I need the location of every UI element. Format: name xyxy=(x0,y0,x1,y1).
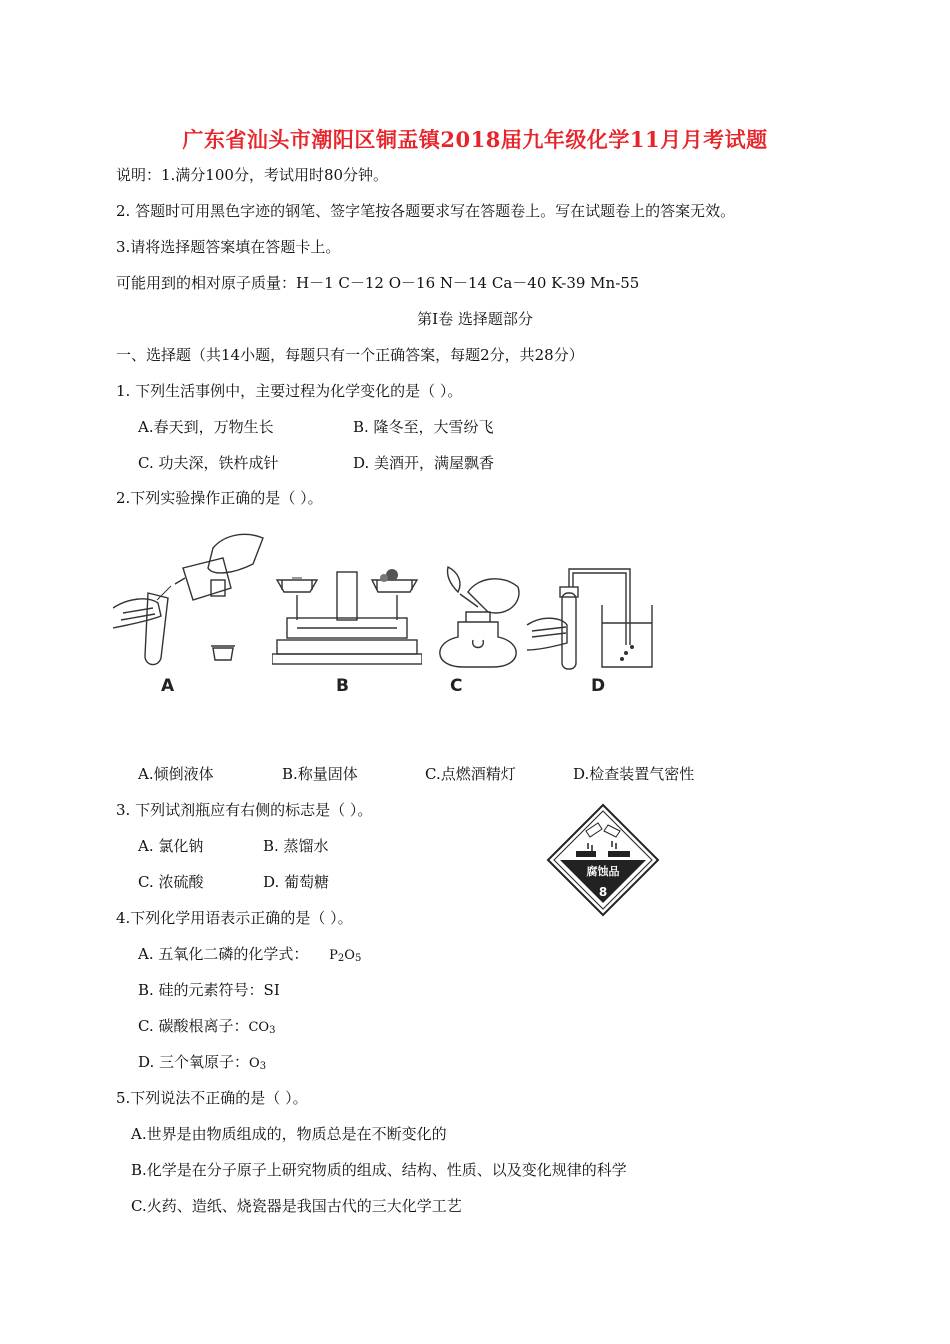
airtightness-figure xyxy=(522,565,662,675)
q4-option-a xyxy=(138,944,361,969)
section-title: 一、选择题（共14小题，每题只有一个正确答案，每题2分，共28分） xyxy=(116,346,584,364)
formula-symbol: CO xyxy=(248,1020,270,1035)
q2-stem: 2.下列实验操作正确的是（ ）。 xyxy=(116,489,323,507)
figure-label-d: D xyxy=(591,676,606,696)
formula-symbol: P xyxy=(329,948,338,963)
document-title: 广东省汕头市潮阳区铜盂镇2018届九年级化学11月月考试题 xyxy=(182,127,768,152)
hazard-sign-label: 腐蚀品 xyxy=(586,865,620,878)
q3-option-a: A. 氯化钠 xyxy=(138,837,204,855)
q1-option-c: C. 功夫深，铁杵成针 xyxy=(138,454,279,472)
hazard-class-number: 8 xyxy=(598,885,608,899)
q1-option-a: A.春天到，万物生长 xyxy=(138,418,274,436)
formula-subscript: 5 xyxy=(354,953,362,964)
q4-stem: 4.下列化学用语表示正确的是（ ）。 xyxy=(116,909,353,927)
q3-stem: 3. 下列试剂瓶应有右侧的标志是（ ）。 xyxy=(116,801,373,819)
figure-label-a: A xyxy=(161,676,175,696)
figure-label-b: B xyxy=(336,676,349,696)
q4-option-a-text: A. 五氧化二磷的化学式： xyxy=(138,945,309,963)
q4-option-a-formula xyxy=(329,948,361,963)
q4-option-c xyxy=(138,1016,275,1041)
formula-subscript: 3 xyxy=(259,1061,267,1072)
q4-option-c-text: C. 碳酸根离子： xyxy=(138,1017,249,1035)
q4-option-c-formula xyxy=(248,1020,275,1035)
figure-label-c: C xyxy=(450,676,463,696)
atomic-mass-note: 可能用到的相对原子质量：H－1 C－12 O－16 N－14 Ca－40 K-39 Mn-55 xyxy=(116,274,640,292)
q5-option-c: C.火药、造纸、烧瓷器是我国古代的三大化学工艺 xyxy=(131,1197,462,1215)
q3-option-d: D. 葡萄糖 xyxy=(263,873,330,891)
q3-option-b: B. 蒸馏水 xyxy=(263,837,329,855)
formula-subscript: 3 xyxy=(269,1025,276,1036)
q4-option-d-formula xyxy=(249,1056,266,1071)
q4-option-d xyxy=(138,1052,266,1077)
q1-option-b: B. 隆冬至，大雪纷飞 xyxy=(353,418,494,436)
q4-option-d-text: D. 三个氧原子： xyxy=(138,1053,250,1071)
formula-subscript: 2 xyxy=(337,953,345,964)
q5-option-b: B.化学是在分子原子上研究物质的组成、结构、性质、以及变化规律的科学 xyxy=(131,1161,627,1179)
q2-option-c: C.点燃酒精灯 xyxy=(425,765,516,783)
note-2: 2. 答题时可用黑色字迹的钢笔、签字笔按各题要求写在答题卷上。写在试题卷上的答案无效。 xyxy=(116,202,736,220)
part-title: 第Ⅰ卷 选择题部分 xyxy=(417,310,533,328)
q5-option-a: A.世界是由物质组成的，物质总是在不断变化的 xyxy=(131,1125,447,1143)
q1-option-d: D. 美酒开，满屋飘香 xyxy=(353,454,495,472)
corrosive-hazard-icon xyxy=(546,803,660,917)
q2-option-d: D.检查装置气密性 xyxy=(573,765,695,783)
balance-figure xyxy=(272,560,422,670)
q3-option-c: C. 浓硫酸 xyxy=(138,873,204,891)
q2-option-b: B.称量固体 xyxy=(282,765,358,783)
q1-stem: 1. 下列生活事例中，主要过程为化学变化的是（ ）。 xyxy=(116,382,463,400)
pouring-liquid-figure xyxy=(113,528,273,668)
alcohol-lamp-figure xyxy=(428,562,528,672)
formula-symbol: O xyxy=(344,948,355,963)
q5-stem: 5.下列说法不正确的是（ ）。 xyxy=(116,1089,308,1107)
q4-option-b: B. 硅的元素符号：SI xyxy=(138,981,280,999)
q2-option-a: A.倾倒液体 xyxy=(138,765,214,783)
formula-symbol: O xyxy=(249,1056,260,1071)
note-1: 说明：1.满分100分，考试用时80分钟。 xyxy=(116,166,389,184)
note-3: 3.请将选择题答案填在答题卡上。 xyxy=(116,238,341,256)
